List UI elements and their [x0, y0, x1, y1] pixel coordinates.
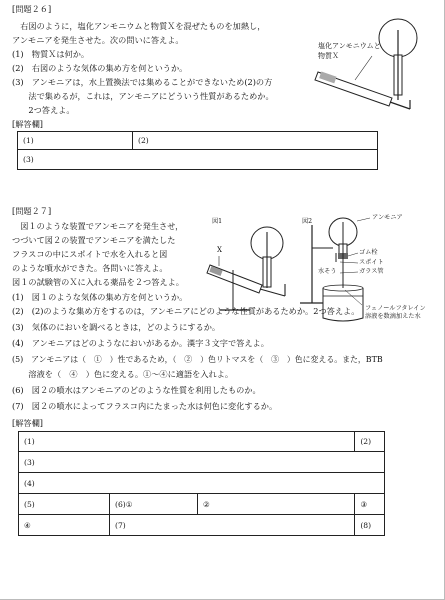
q27-intro-line1: 図１のような装置でアンモニアを発生させ，	[12, 221, 184, 231]
q27-answer-6-4[interactable]: ④	[19, 515, 110, 536]
q27-intro-line2: つづいて図２の装置でアンモニアを満たした	[12, 235, 176, 245]
q26-intro-line2: アンモニアを発生させた。次の問いに答えよ。	[12, 35, 184, 45]
q27-question-3: (3) 気体のにおいを調べるときは，どのようにするか。	[12, 322, 221, 332]
q26-answer-2[interactable]: (2)	[133, 132, 378, 150]
q27-answer-6-1[interactable]: (6)①	[110, 494, 198, 515]
q27-figure1-label: 図1	[212, 218, 223, 225]
q26-heading: [問題２６]	[12, 4, 52, 14]
q26-question-3-line1: (3) アンモニアは，水上置換法では集めることができないため(2)の方	[12, 77, 273, 87]
q27-answer-6-3[interactable]: ③	[355, 494, 385, 515]
q26-question-1: (1) 物質Ｘは何か。	[12, 49, 90, 59]
q26-figure-label-line1: 塩化アンモニウムと	[318, 42, 381, 50]
q27-intro-line4: のような噴水ができた。各問いに答えよ。	[12, 263, 168, 273]
q27-label-water-tank: 水そう	[318, 268, 337, 275]
q27-question-5-line1: (5) アンモニアは（ ① ）性であるため，（ ② ）色リトマスを（ ③ ）色に変える。また，BTB	[12, 355, 383, 364]
q27-question-2: (2) (2)のような集め方をするのは，アンモニアにどのような性質があるためか。2つ答えよ。	[12, 306, 360, 316]
q27-answer-4[interactable]: (4)	[19, 473, 385, 494]
q27-label-phenolphthalein-2: 溶液を数滴加えた水	[365, 313, 421, 320]
q26-question-2: (2) 右図のような気体の集め方を何というか。	[12, 63, 188, 73]
q27-intro-line3: フラスコの中にスポイトで水を入れると図	[12, 249, 168, 259]
q27-answer-heading: [解答欄]	[12, 418, 43, 428]
q27-answer-6-2[interactable]: ②	[198, 494, 355, 515]
q26-answer-heading: [解答欄]	[12, 119, 43, 129]
q27-label-glass-tube: ガラス管	[359, 268, 384, 275]
q27-label-stopper: ゴム栓	[359, 249, 378, 256]
q26-answer-1[interactable]: (1)	[18, 132, 133, 150]
q27-label-phenolphthalein-1: フェノールフタレイン	[365, 305, 426, 312]
q27-question-5-line2: 溶液を（ ④ ）色に変える。①～④に適語を入れよ。	[12, 369, 234, 379]
q27-heading: [問題２７]	[12, 206, 52, 216]
q27-answer-table	[18, 431, 385, 536]
q26-answer-3[interactable]: (3)	[18, 150, 378, 170]
q27-figure2-label: 図2	[302, 218, 313, 225]
q27-x-label: X	[217, 246, 222, 254]
q26-intro-line1: 右図のように，塩化アンモニウムと物質Ｘを混ぜたものを加熱し，	[12, 21, 266, 31]
q26-figure-label-line2: 物質Ｘ	[318, 52, 339, 60]
q27-label-ammonia: アンモニア	[372, 214, 403, 221]
q26-question-3-line3: 2つ答えよ。	[12, 105, 75, 115]
q27-answer-2[interactable]: (2)	[355, 432, 385, 452]
q27-intro-line5: 図１の試験管のＸに入れる薬品を２つ答えよ。	[12, 277, 184, 287]
q27-answer-5[interactable]: (5)	[19, 494, 110, 515]
q27-label-dropper: スポイト	[359, 259, 384, 266]
q26-question-3-line2: 法で集めるが，これは，アンモニアにどういう性質があるためか。	[12, 91, 274, 101]
q27-question-4: (4) アンモニアはどのようなにおいがあるか。漢字３文字で答えよ。	[12, 338, 269, 348]
q27-question-6: (6) 図２の噴水はアンモニアのどのような性質を利用したものか。	[12, 385, 261, 395]
q27-answer-1[interactable]: (1)	[19, 432, 355, 452]
q27-answer-8[interactable]: (8)	[355, 515, 385, 536]
q27-question-7: (7) 図２の噴水によってフラスコ内にたまった水は何色に変化するか。	[12, 401, 278, 411]
q27-question-1: (1) 図１のような気体の集め方を何というか。	[12, 292, 188, 302]
q27-answer-7[interactable]: (7)	[110, 515, 355, 536]
q27-answer-3[interactable]: (3)	[19, 452, 385, 473]
